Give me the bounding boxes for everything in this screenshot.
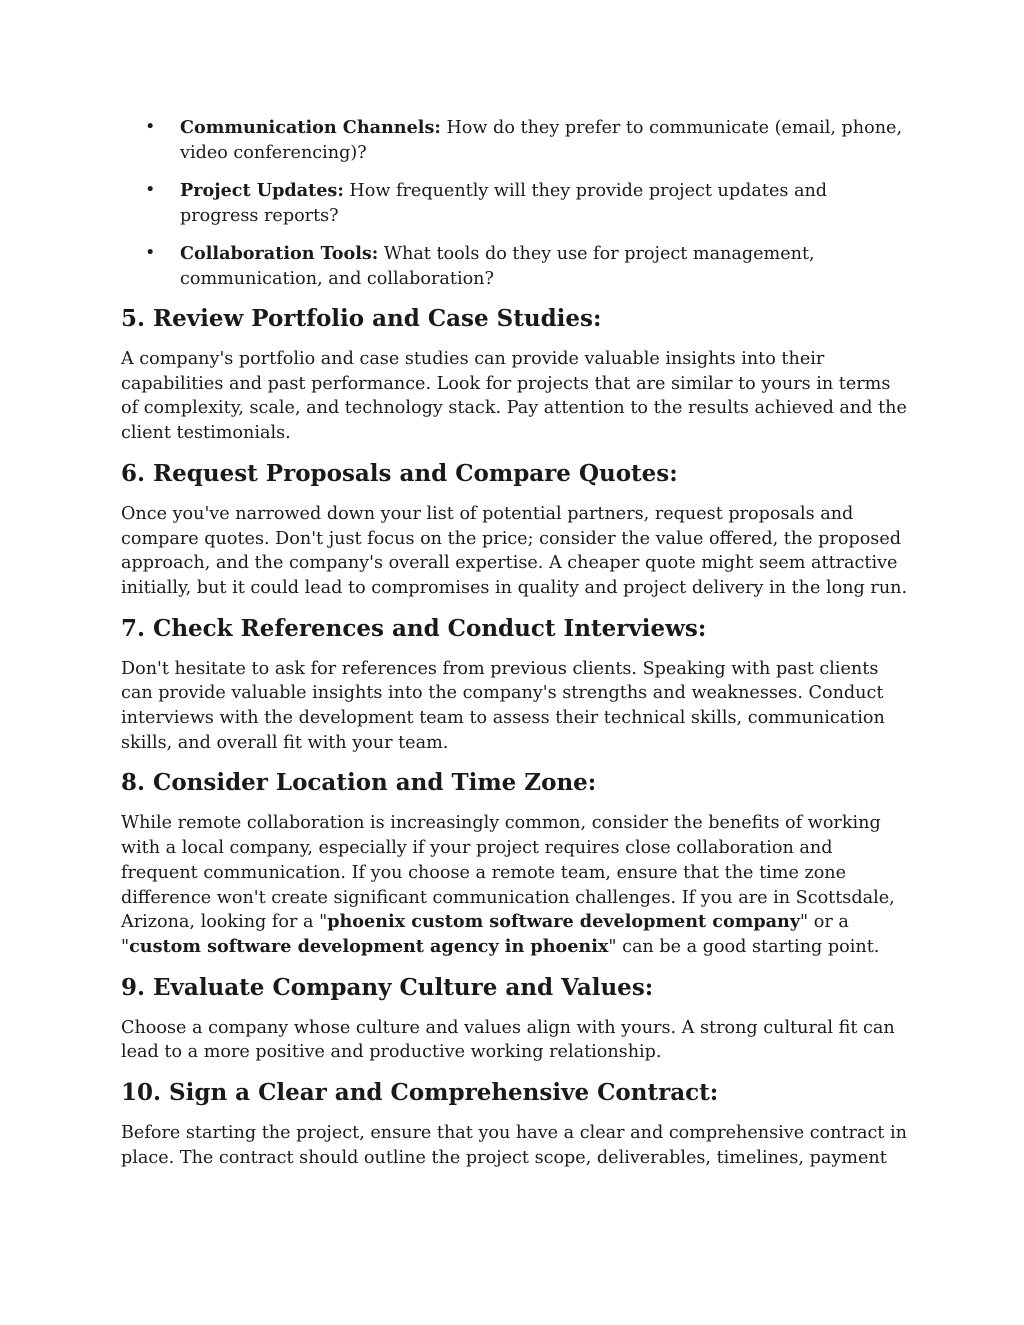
paragraph-text: " can be a good starting point. [608, 936, 880, 957]
paragraph-text: " or a " [121, 912, 849, 957]
list-item [121, 241, 911, 292]
section-heading: 5. Review Portfolio and Case Studies: [121, 305, 602, 332]
section-heading: 7. Check References and Conduct Interviews: [121, 614, 707, 642]
section-paragraph [121, 811, 911, 959]
keyword-phrase: custom software development agency in phoenix [129, 935, 609, 957]
bullet-icon: • [145, 117, 156, 137]
list-item-text: What tools do they use for project management, communication, and collaboration? [180, 244, 815, 289]
section-paragraph: A company's portfolio and case studies can provide valuable insights into their capabilities and past performance. Look for projects that are similar to yours in terms of complexity, scale, and technology stack. Pay attention to the results achieved and the client testimonials. [121, 349, 907, 444]
section-heading: 10. Sign a Clear and Comprehensive Contract: [121, 1079, 719, 1107]
list-item-label: Project Updates: [180, 180, 344, 201]
section-heading: 6. Request Proposals and Compare Quotes: [121, 459, 678, 487]
document-page [121, 115, 911, 1170]
bullet-icon: • [145, 243, 156, 263]
list-item-text: How frequently will they provide project updates and progress reports? [180, 181, 828, 226]
section-paragraph: Don't hesitate to ask for references from previous clients. Speaking with past clients can provide valuable insights into the company's strengths and weaknesses. Conduct interviews with the development team to assess their technical skills, communication skills, and overall fit with your team. [121, 658, 885, 753]
section-heading: 8. Consider Location and Time Zone: [121, 769, 597, 797]
list-item-label: Collaboration Tools: [180, 243, 379, 264]
list-item [121, 178, 911, 229]
consideration-list [121, 115, 911, 292]
keyword-phrase: phoenix custom software development company [327, 911, 801, 933]
paragraph-text: While remote collaboration is increasingly common, consider the benefits of working with a local company, especially if your project requires close collaboration and frequent communication. If you choose a remote team, ensure that the time zone difference won't create significant communication challenges. If you are in Scottsdale, Arizona, looking for a " [121, 813, 895, 933]
section-paragraph: Choose a company whose culture and values align with yours. A strong cultural fit can lead to a more positive and productive working relationship. [121, 1017, 895, 1063]
list-item [121, 115, 911, 166]
bullet-icon: • [145, 180, 156, 200]
section-heading: 9. Evaluate Company Culture and Values: [121, 973, 654, 1001]
section-paragraph: Before starting the project, ensure that you have a clear and comprehensive contract in place. The contract should outline the project scope, deliverables, timelines, payment [121, 1123, 907, 1168]
list-item-label: Communication Channels: [180, 117, 441, 138]
section-paragraph: Once you've narrowed down your list of potential partners, request proposals and compare quotes. Don't just focus on the price; consider the value offered, the proposed approach, and the company's overall expertise. A cheaper quote might seem attractive initially, but it could lead to compromises in quality and project delivery in the long run. [121, 503, 908, 598]
list-item-text: How do they prefer to communicate (email, phone, video conferencing)? [180, 118, 903, 163]
